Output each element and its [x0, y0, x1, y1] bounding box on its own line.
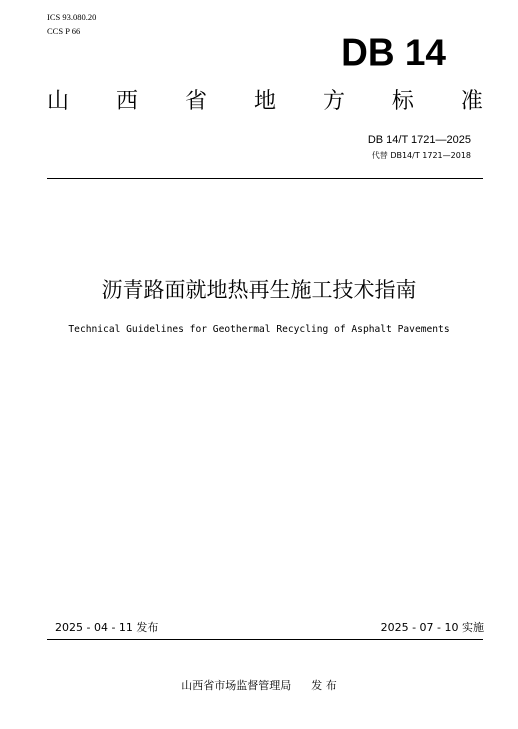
standard-type-char: 标: [391, 89, 414, 114]
standard-type-char: 准: [460, 89, 483, 114]
standard-type-char: 省: [184, 89, 207, 114]
issuer-action: 发 布: [311, 679, 337, 692]
standard-type-char: 山: [47, 89, 70, 114]
standard-type-char: 方: [322, 89, 345, 114]
standard-type-char: 地: [253, 89, 276, 114]
logo-number: 14: [404, 32, 446, 73]
db-logo: [341, 30, 446, 75]
ics-code: ICS 93.080.20: [47, 12, 97, 22]
standard-type-char: 西: [115, 89, 138, 114]
top-divider: [47, 178, 483, 179]
issuer-name: 山西省市场监督管理局: [181, 679, 292, 692]
issue-date: 2025 - 04 - 11 发布: [55, 621, 159, 634]
logo-db-text: DB: [341, 30, 395, 75]
issuer-line: [0, 680, 518, 691]
title-english: Technical Guidelines for Geothermal Recycling of Asphalt Pavements: [68, 324, 450, 335]
ccs-code: CCS P 66: [47, 26, 81, 36]
implementation-date: 2025 - 07 - 10 实施: [380, 621, 484, 634]
replaces-standard: 代替 DB14/T 1721—2018: [371, 151, 471, 160]
standard-number: DB 14/T 1721—2025: [367, 134, 471, 146]
standard-type-heading: [47, 91, 483, 113]
title-chinese: 沥青路面就地热再生施工技术指南: [101, 278, 417, 302]
bottom-divider: [47, 639, 483, 640]
